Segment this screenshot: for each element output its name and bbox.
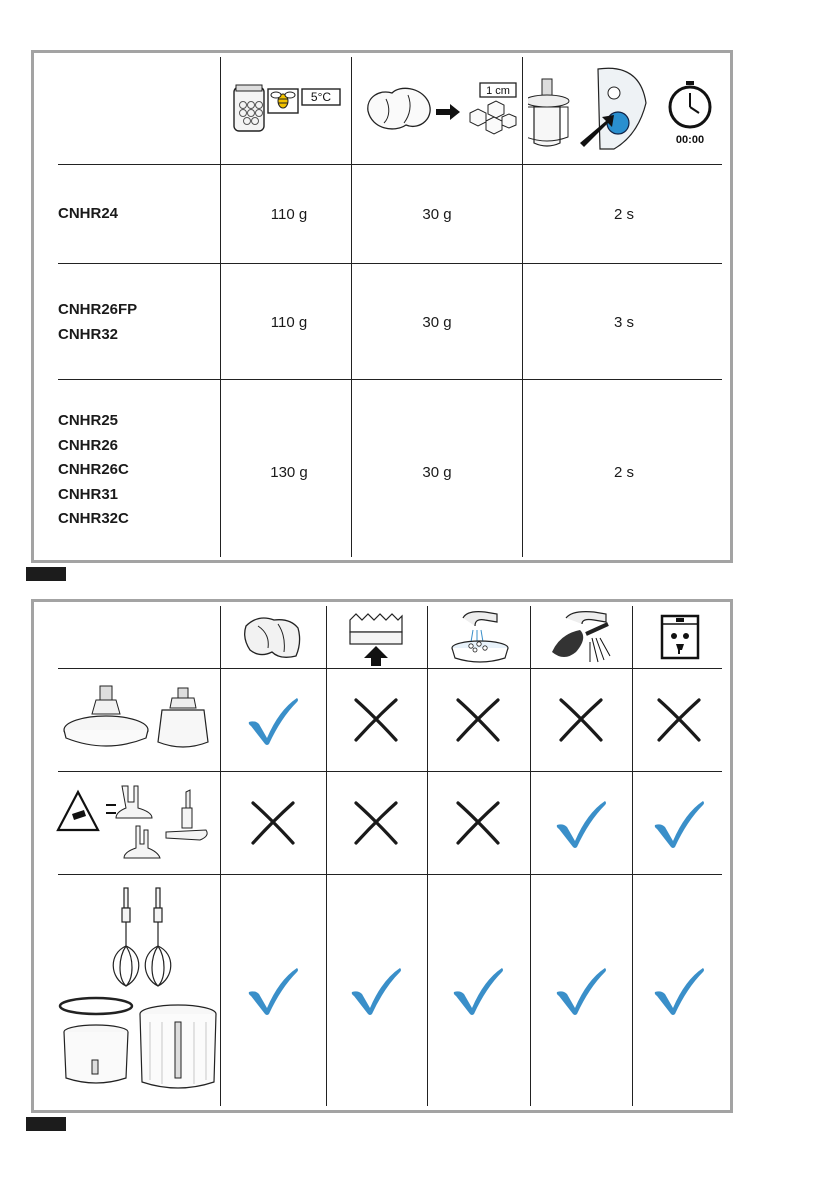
model-name: CNHR26C	[58, 461, 129, 478]
model-name: CNHR32C	[58, 510, 129, 527]
quantities-table	[31, 50, 733, 563]
check-mark-icon	[450, 964, 506, 1016]
divider	[326, 606, 327, 1106]
damp-cloth-icon	[240, 612, 306, 662]
check-mark-icon	[245, 964, 301, 1016]
divider	[220, 57, 221, 557]
honey-jar-cold-icon	[230, 77, 350, 141]
divider	[530, 606, 531, 1106]
figure-tab-marker	[26, 567, 66, 581]
whisks-and-bowls-icon	[58, 882, 220, 1106]
honey-quantity: 110 g	[270, 314, 308, 331]
blade-warning-icon	[56, 782, 216, 868]
cross-mark-icon	[450, 694, 506, 746]
divider	[58, 379, 722, 380]
divider	[58, 263, 722, 264]
pulse-button-timer-icon	[528, 63, 728, 153]
lid-and-gear-attachment-icon	[62, 680, 212, 762]
divider	[632, 606, 633, 1106]
model-list	[58, 409, 129, 532]
model-name: CNHR26	[58, 436, 119, 454]
processing-time: 2 s	[613, 464, 635, 481]
honey-quantity: 110 g	[270, 206, 308, 223]
cross-mark-icon	[348, 797, 404, 849]
cheese-quantity: 30 g	[422, 464, 452, 481]
check-mark-icon	[651, 964, 707, 1016]
check-mark-icon	[348, 964, 404, 1016]
check-mark-icon	[553, 797, 609, 849]
divider	[522, 57, 523, 557]
cross-mark-icon	[348, 694, 404, 746]
model-list	[58, 298, 137, 347]
divider	[58, 164, 722, 165]
cross-mark-icon	[245, 797, 301, 849]
model-name: CNHR26FP	[58, 301, 138, 318]
figure-tab-marker	[26, 1117, 66, 1131]
model-name: CNHR24	[58, 205, 119, 222]
check-mark-icon	[245, 694, 301, 746]
processing-time: 3 s	[613, 314, 635, 331]
divider	[351, 57, 352, 557]
cheese-quantity: 30 g	[422, 206, 452, 223]
model-name: CNHR31	[58, 485, 119, 503]
cheese-quantity: 30 g	[422, 314, 452, 331]
model-name: CNHR25	[58, 412, 119, 429]
cross-mark-icon	[553, 694, 609, 746]
model-name: CNHR32	[58, 325, 119, 343]
divider	[58, 668, 722, 669]
divider	[427, 606, 428, 1106]
check-mark-icon	[651, 797, 707, 849]
check-mark-icon	[553, 964, 609, 1016]
divider	[58, 771, 722, 772]
cross-mark-icon	[651, 694, 707, 746]
brush-rinse-icon	[546, 608, 620, 666]
cheese-cube-icon	[360, 77, 520, 141]
timer-label: 00:00	[675, 134, 705, 146]
sponge-abrasive-icon	[346, 610, 410, 666]
water-bowl-icon	[445, 608, 515, 666]
processing-time: 2 s	[613, 206, 635, 223]
divider	[58, 874, 722, 875]
cleaning-table	[31, 599, 733, 1113]
honey-quantity: 130 g	[270, 464, 308, 481]
divider	[220, 606, 221, 1106]
cube-label: 1 cm	[486, 85, 510, 97]
cross-mark-icon	[450, 797, 506, 849]
temp-label: 5°C	[310, 90, 332, 104]
dishwasher-icon	[660, 614, 700, 660]
model-list	[58, 202, 118, 227]
